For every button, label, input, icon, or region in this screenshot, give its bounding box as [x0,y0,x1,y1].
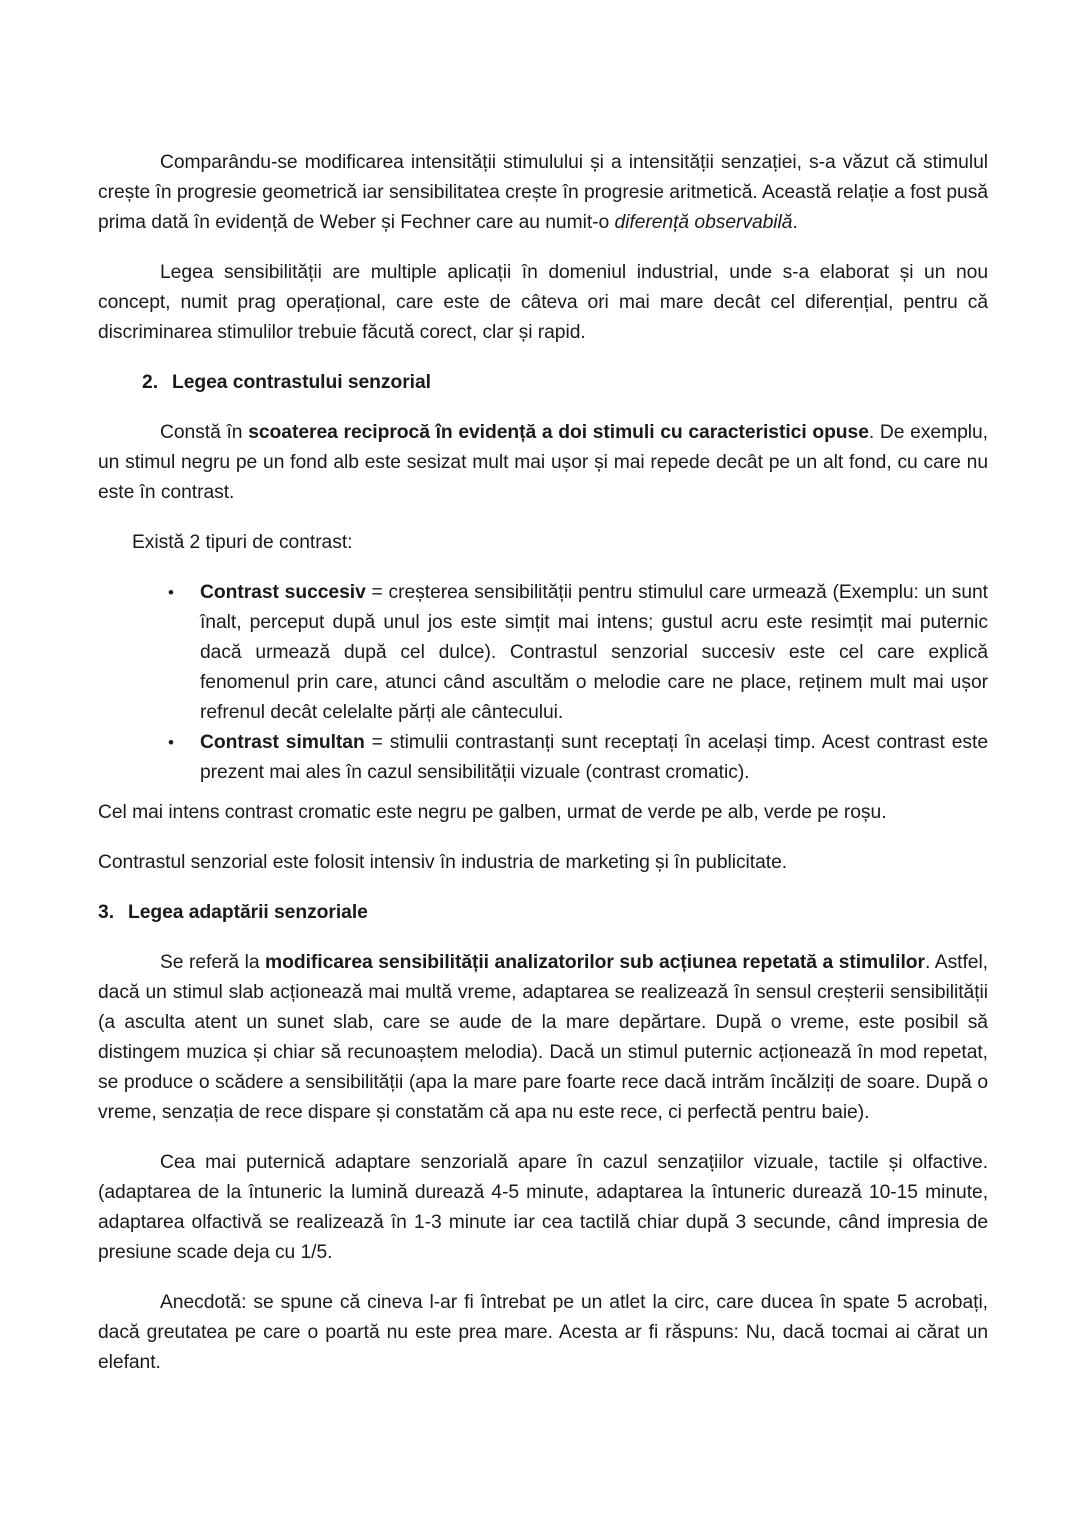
text-run: = stimulii contrastanți sunt receptați în același timp. Acest contrast este prezent mai ales în cazul sensibilității vizuale (contrast cromatic). [200,732,988,783]
bullet-icon: • [168,583,174,602]
heading-label: Legea adaptării senzoriale [128,902,368,923]
paragraph-exista-2-tipuri: Există 2 tipuri de contrast: [132,532,353,553]
text-run: Constă în [160,422,249,443]
bold-run: Contrast simultan [200,732,365,753]
paragraph-cel-mai-intens-contrast: Cel mai intens contrast cromatic este negru pe galben, urmat de verde pe alb, verde pe roșu. [98,802,887,823]
bold-run: scoaterea reciprocă în evidență a doi stimuli cu caracteristici opuse [248,422,869,443]
list-item [98,578,988,728]
bullet-list-tipuri-contrast [98,578,988,788]
paragraph-contrastul-senzorial-marketing: Contrastul senzorial este folosit intensiv în industria de marketing și în publicitate. [98,852,788,873]
list-item-text [200,728,988,788]
bullet-icon: • [168,733,174,752]
document-body [98,148,988,1392]
list-item [98,728,988,788]
paragraph-consta-in [98,418,988,508]
paragraph-anecdota: Anecdotă: se spune că cineva l-ar fi întrebat pe un atlet la circ, care ducea în spate 5 acrobați, dacă greutatea pe care o poartă nu este prea mare. Acesta ar fi răspuns: Nu, dacă tocmai ai cărat un elefant. [98,1292,988,1373]
text-run: . De exemplu, un stimul negru pe un fond alb este sesizat mult mai ușor și mai repede decât pe un alt fond, cu care nu este în contrast. [98,422,988,503]
heading-legea-contrastului-senzorial [98,368,988,398]
text-run: . [792,212,798,233]
text-run: Se referă la [160,952,266,973]
heading-number: 3. [98,902,115,923]
list-item-text [200,578,988,728]
paragraph-cea-mai-puternica-adaptare: Cea mai puternică adaptare senzorială apare în cazul senzațiilor vizuale, tactile și olfactive. (adaptarea de la întuneric la lumină durează 4-5 minute, adaptarea la întuneric durează 10-15 minute, adaptarea olfactivă se realizează în 1-3 minute iar cea tactilă chiar după 3 secunde, când impresia de presiune scade deja cu 1/5. [98,1152,988,1263]
heading-number: 2. [142,372,159,393]
paragraph-legea-sensibilitatii: Legea sensibilității are multiple aplicații în domeniul industrial, unde s-a elaborat și un nou concept, numit prag operațional, care este de câteva ori mai mare decât cel diferențial, pentru că discriminarea stimulilor trebuie făcută corect, clar și rapid. [98,262,988,343]
paragraph-comparandu-se [98,148,988,238]
text-run: Comparându-se modificarea intensității stimulului și a intensității senzației, s-a văzut că stimulul crește în progresie geometrică iar sensibilitatea crește în progresie aritmetică. Această relație a fost pusă prima dată în evidență de Weber și Fechner care au numit-o [98,152,988,233]
bold-run: Contrast succesiv [200,582,366,603]
text-run: = creșterea sensibilității pentru stimulul care urmează (Exemplu: un sunt înalt, perceput după unul jos este simțit mai intens; gustul acru este resimțit mai puternic dacă urmează după cel dulce). Contrastul senzorial succesiv este cel care explică fenomenul prin care, atunci când ascultăm o melodie care ne place, reținem mult mai ușor refrenul decât celelalte părți ale cântecului. [200,582,988,723]
heading-label: Legea contrastului senzorial [172,372,431,393]
italic-run: diferență observabilă [614,212,793,233]
text-run: . Astfel, dacă un stimul slab acționează mai multă vreme, adaptarea se realizează în sensul creșterii sensibilității (a asculta atent un sunet slab, care se aude de la mare depărtare. După o vreme, este posibil să distingem muzica și chiar să recunoaștem melodia). Dacă un stimul puternic acționează în mod repetat, se produce o scădere a sensibilității (apa la mare pare foarte rece dacă intrăm încălziți de soare. După o vreme, senzația de rece dispare și constatăm că apa nu este rece, ci perfectă pentru baie). [98,952,988,1123]
bold-run: modificarea sensibilității analizatorilor sub acțiunea repetată a stimulilor [265,952,925,973]
heading-legea-adaptarii-senzoriale [98,898,988,928]
paragraph-se-refera-la [98,948,988,1128]
